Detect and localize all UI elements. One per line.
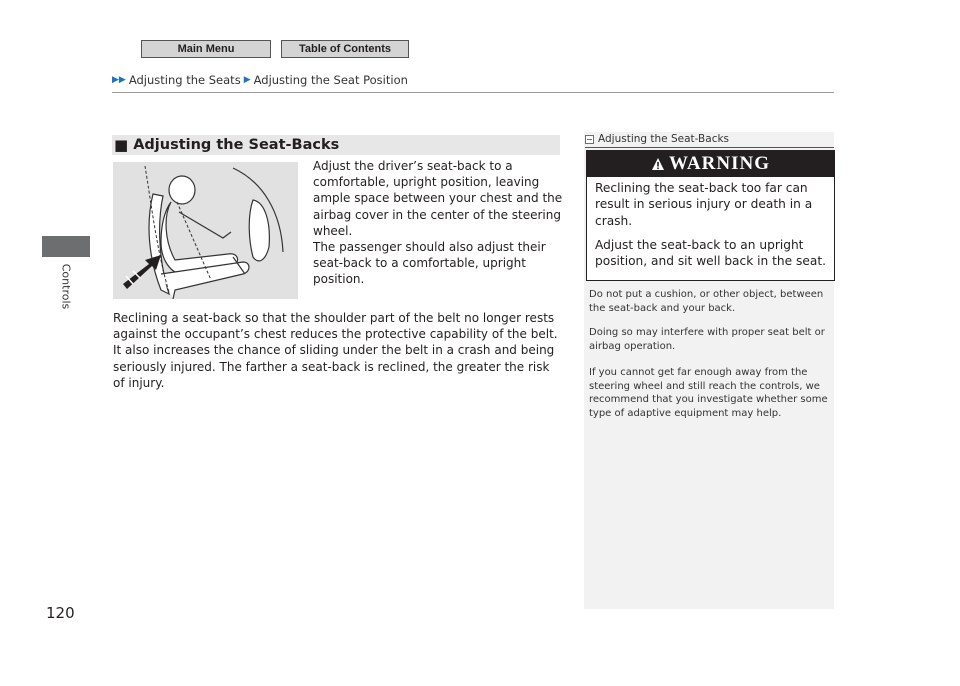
table-of-contents-button[interactable]: Table of Contents [281, 40, 409, 58]
section-tab-marker [42, 236, 90, 257]
breadcrumb-arrow-icon: ▶ [243, 75, 251, 85]
body-paragraph-passenger: The passenger should also adjust their seat-back to a comfortable, upright position. [313, 240, 546, 287]
breadcrumb [112, 73, 408, 87]
sidebar-note: Do not put a cushion, or other object, between the seat-back and your back. [589, 289, 824, 314]
header-divider [112, 92, 834, 93]
page-number: 120 [46, 604, 75, 622]
main-menu-button[interactable]: Main Menu [141, 40, 271, 58]
section-header [112, 135, 560, 155]
warning-box [586, 150, 835, 281]
sidebar-note: Doing so may interfere with proper seat belt or airbag operation. [589, 327, 825, 352]
sidebar-note: If you cannot get far enough away from the steering wheel and still reach the controls, we recommend that you investigate whether some type of adaptive equipment may help. [589, 367, 828, 419]
warning-text-instruction: Adjust the seat-back to an upright position, and sit well back in the seat. [595, 237, 826, 269]
seat-back-illustration [113, 162, 298, 299]
warning-header [587, 151, 834, 177]
warning-triangle-icon [651, 157, 665, 171]
note-icon [585, 135, 594, 144]
warning-text-risk: Reclining the seat-back too far can result in serious injury or death in a crash. [595, 181, 813, 228]
sidebar-heading [585, 133, 729, 145]
square-bullet-icon: ■ [114, 135, 129, 154]
breadcrumb-arrow-icon: ▶▶ [112, 75, 126, 85]
sidebar-heading-text: Adjusting the Seat-Backs [598, 133, 730, 145]
sidebar-divider [585, 147, 834, 148]
breadcrumb-item[interactable]: Adjusting the Seat Position [253, 73, 408, 87]
warning-label: WARNING [669, 153, 770, 174]
body-paragraph-reclining-risk: Reclining a seat-back so that the shoulder part of the belt no longer rests against the occupant’s chest reduces the protective capability of the belt. It also increases the chance of sliding under the belt in a crash and being seriously injured. The farther a seat-back is reclined, the greater the risk of injury. [113, 311, 558, 390]
breadcrumb-item[interactable]: Adjusting the Seats [128, 73, 241, 87]
section-tab-label: Controls [59, 263, 73, 310]
section-title: Adjusting the Seat-Backs [133, 137, 340, 153]
body-paragraph-driver: Adjust the driver’s seat-back to a comfortable, upright position, leaving ample space between your chest and the airbag cover in the center of the steering wheel. [313, 159, 563, 238]
